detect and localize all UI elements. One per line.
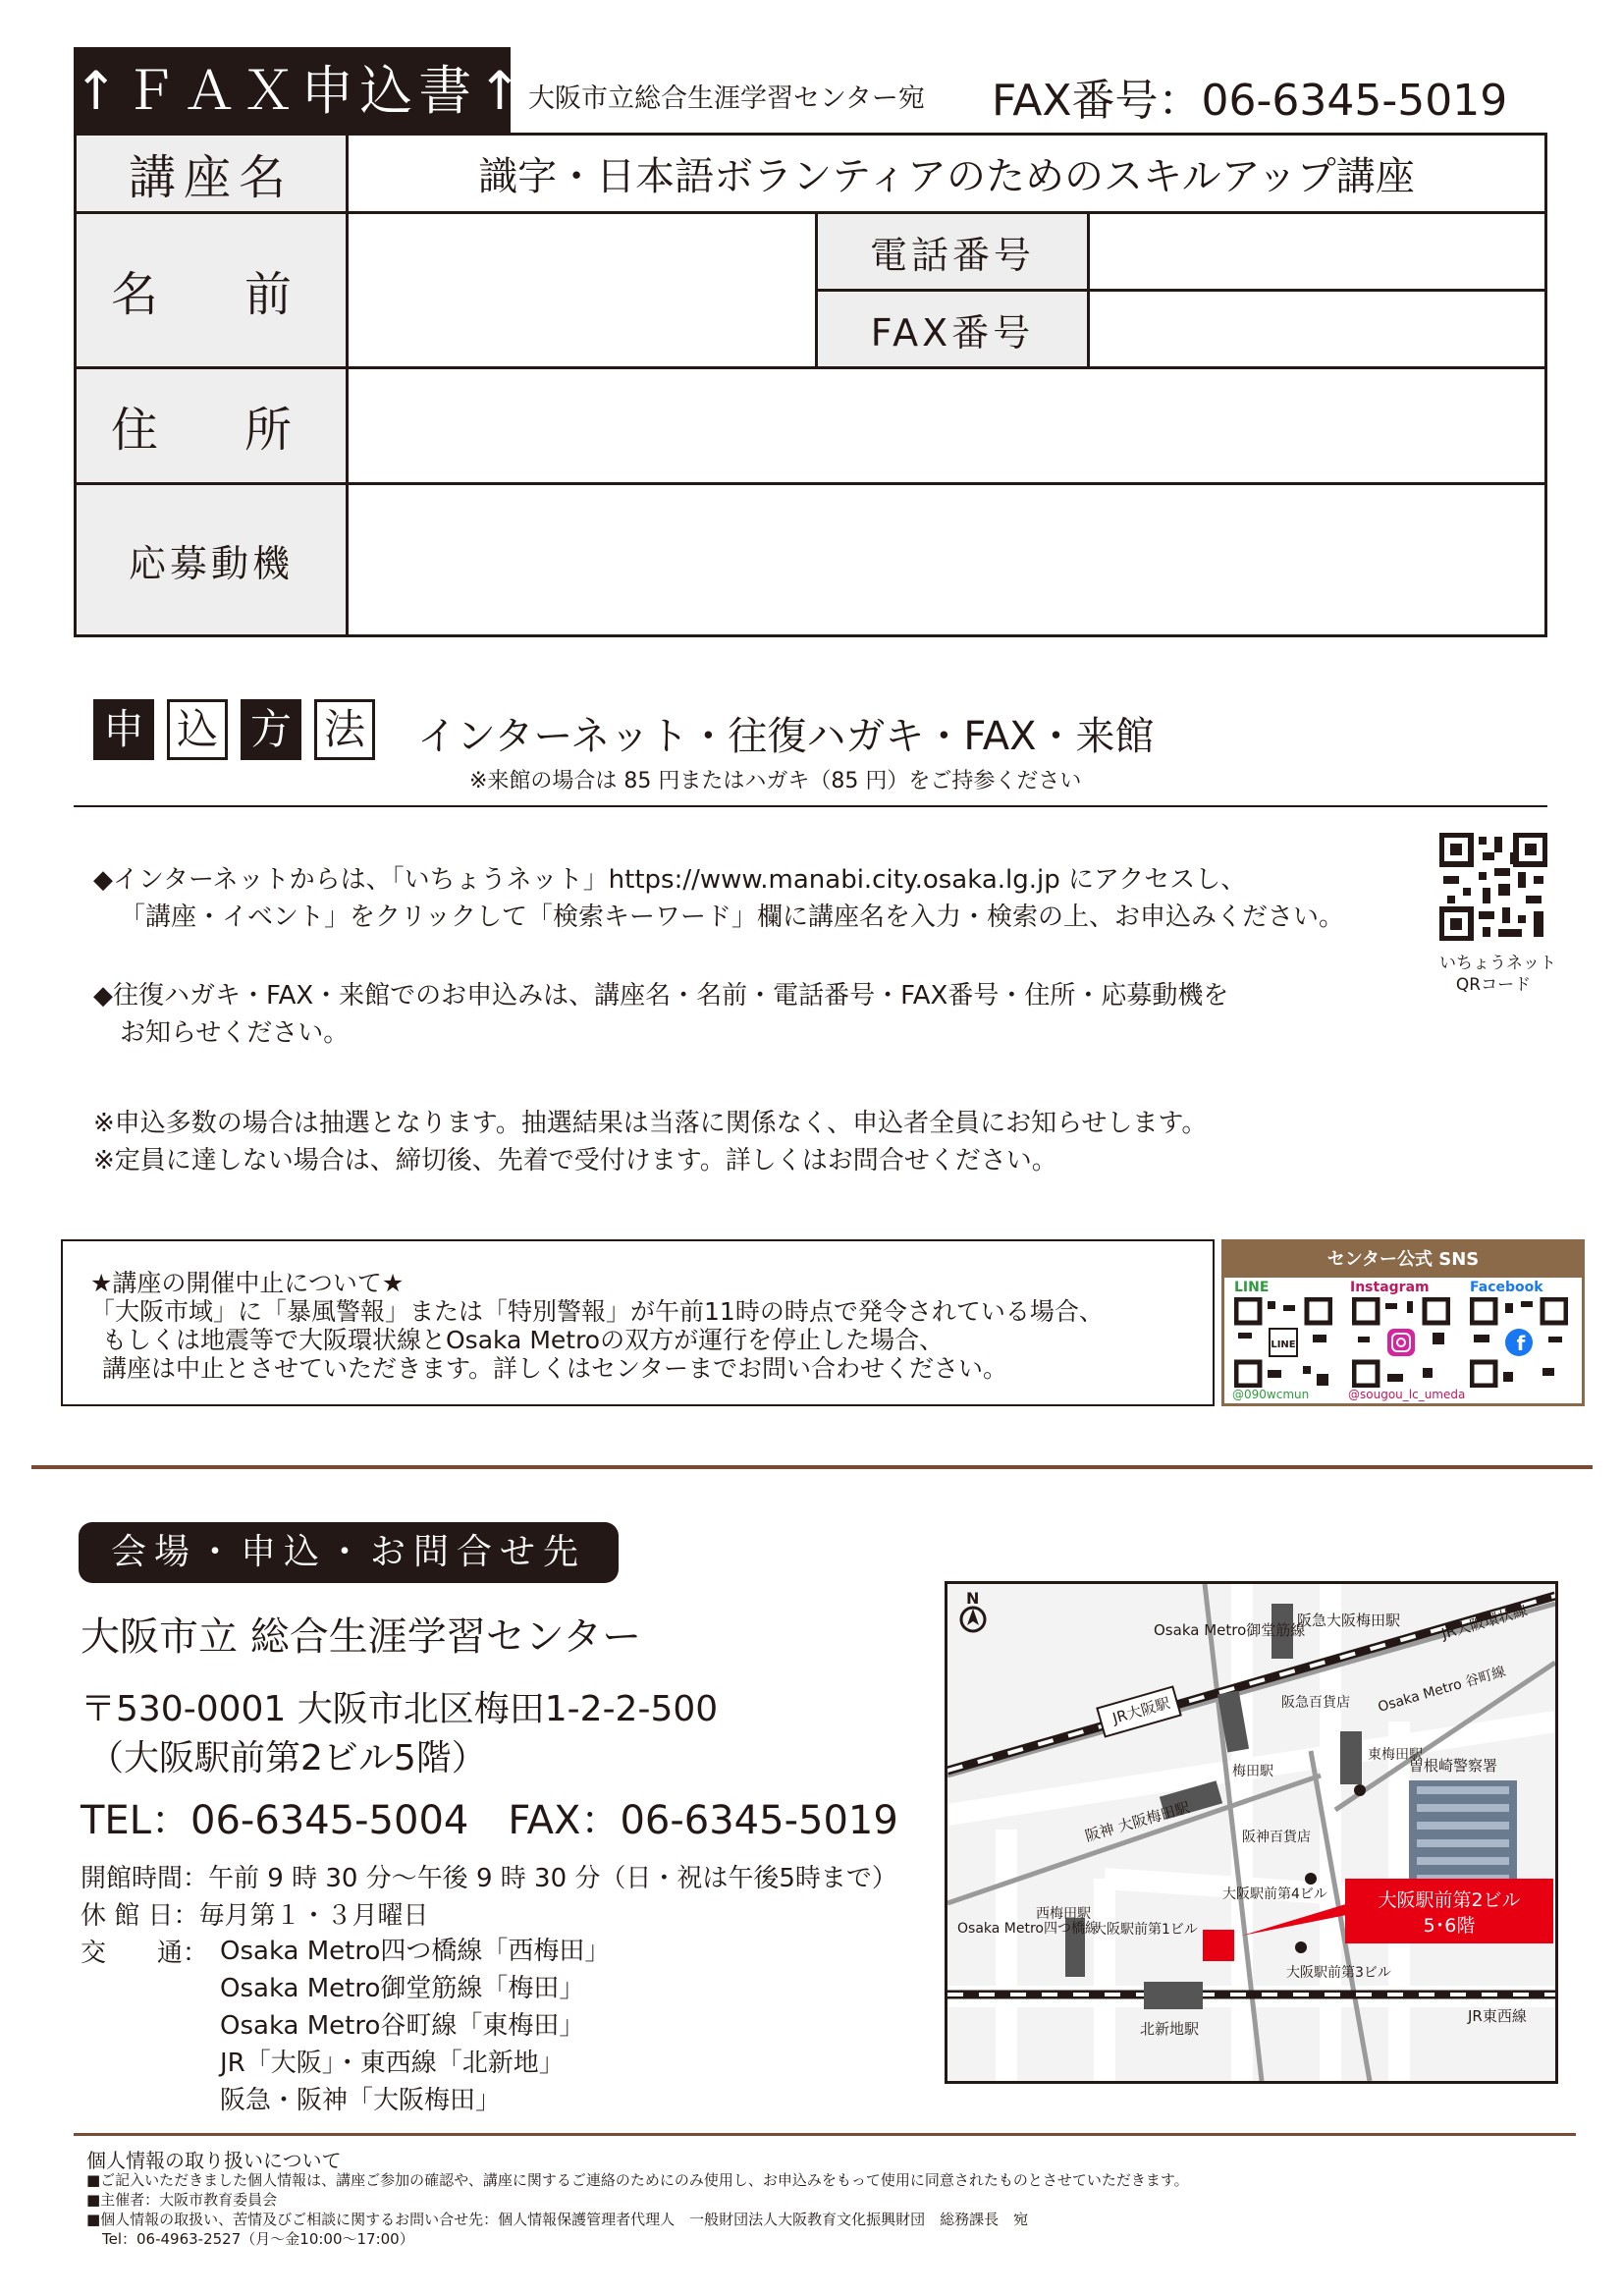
internet-instruction-2: 「講座・イベント」をクリックして「検索キーワード」欄に講座名を入力・検索の上、お申込みください。 <box>120 902 1344 932</box>
closed-days: 休 館 日：毎月第１・３月曜日 <box>81 1901 429 1931</box>
access-item: Osaka Metro御堂筋線「梅田」 <box>220 1974 585 2003</box>
notice-line-1: 「大阪市域」に「暴風警報」または「特別警報」が午前11時の時点で発令されている場合、 <box>90 1297 1104 1326</box>
map-target-building: 大阪駅前第2ビル <box>1378 1889 1521 1911</box>
instagram-label: Instagram <box>1350 1280 1430 1295</box>
line-id: @090wcmun <box>1232 1388 1310 1401</box>
method-char-2: 込 <box>167 699 228 760</box>
map-ekimae4: 大阪駅前第4ビル <box>1222 1886 1327 1902</box>
method-char-3: 方 <box>241 699 301 760</box>
tel-label-cell <box>818 214 1090 292</box>
access-item: 阪急・阪神「大阪梅田」 <box>220 2086 502 2115</box>
instagram-qr-code-icon[interactable] <box>1352 1297 1450 1388</box>
svg-text:f: f <box>1516 1332 1526 1355</box>
venue-badge: 会場・申込・お問合せ先 <box>79 1522 619 1583</box>
venue-name: 大阪市立 総合生涯学習センター <box>81 1614 642 1660</box>
map-hankyu-station: 阪急大阪梅田駅 <box>1297 1612 1401 1629</box>
method-char-4: 法 <box>314 699 375 760</box>
instagram-id: @sougou_lc_umeda <box>1348 1388 1466 1401</box>
fax-form-badge: ↑ＦＡＸ申込書↑ <box>74 47 511 136</box>
tel-label: 電話番号 <box>869 233 1035 277</box>
access-item: Osaka Metro四つ橋線「西梅田」 <box>220 1937 611 1966</box>
method-char-1: 申 <box>93 699 154 760</box>
map-hanshin-dept: 阪神百貨店 <box>1242 1830 1311 1845</box>
privacy-line-2: ■主催者：大阪市教育委員会 <box>86 2191 278 2209</box>
method-underline <box>74 805 1547 807</box>
map-target-floor: 5･6階 <box>1423 1915 1476 1937</box>
method-note: ※来館の場合は 85 円またはハガキ（85 円）をご持参ください <box>469 769 1082 793</box>
access-label: 交 通： <box>81 1939 209 1968</box>
other-instruction-1: ◆往復ハガキ・FAX・来館でのお申込みは、講座名・名前・電話番号・FAX番号・住所・応募動機を <box>93 981 1229 1011</box>
qr-caption-1: いちょうネット <box>1439 954 1556 973</box>
access-list <box>220 1933 610 2119</box>
fax-label-cell <box>818 292 1090 369</box>
notice-line-3: 講座は中止とさせていただきます。詳しくはセンターまでお問い合わせください。 <box>102 1354 1008 1383</box>
map-hankyu-dept: 阪急百貨店 <box>1281 1695 1350 1711</box>
motive-label: 応募動機 <box>128 541 294 585</box>
north-label: N <box>966 1589 980 1608</box>
sns-title: センター公式 SNS <box>1224 1242 1582 1278</box>
map-tanimachi: Osaka Metro 谷町線 <box>1376 1664 1508 1716</box>
sns-box <box>1221 1239 1585 1406</box>
course-value: 識字・日本語ボランティアのためのスキルアップ講座 <box>478 154 1415 199</box>
course-label: 講座名 <box>128 150 294 205</box>
name-input[interactable] <box>349 214 818 369</box>
course-value-cell <box>349 136 1544 214</box>
privacy-line-4: Tel：06-4963-2527（月～金10:00～17:00） <box>102 2230 414 2248</box>
name-label: 名 前 <box>110 267 311 322</box>
notice-line-2: もしくは地震等で大阪環状線とOsaka Metroの双方が運行を停止した場合、 <box>102 1326 945 1354</box>
map-kitashinchi: 北新地駅 <box>1140 2020 1200 2038</box>
map-yotsubashi: Osaka Metro四つ橋線 <box>957 1921 1099 1937</box>
name-label-cell <box>77 214 349 369</box>
address-input[interactable] <box>349 369 1544 485</box>
svg-text:LINE: LINE <box>1271 1339 1296 1350</box>
motive-input[interactable] <box>349 485 1544 634</box>
venue-address: 〒530-0001 大阪市北区梅田1-2-2-500 <box>81 1689 719 1729</box>
access-item: Osaka Metro谷町線「東梅田」 <box>220 2011 585 2041</box>
course-label-cell <box>77 136 349 214</box>
map-higashi-umeda: 東梅田駅 <box>1368 1747 1423 1763</box>
venue-building: （大阪駅前第2ビル5階） <box>88 1738 487 1778</box>
line-qr-code-icon[interactable] <box>1234 1297 1332 1388</box>
map-jr-loop: JR大阪環状線 <box>1439 1601 1530 1643</box>
privacy-title: 個人情報の取り扱いについて <box>86 2149 342 2172</box>
access-item: JR「大阪」・東西線「北新地」 <box>220 2049 565 2078</box>
privacy-line-3: ■個人情報の取扱い、苦情及びご相談に関するお問い合せ先：個人情報保護管理者代理人 一般財団法人大阪教育文化振興財団 総務課長 宛 <box>86 2211 1029 2228</box>
application-form <box>74 133 1547 637</box>
map-umeda: 梅田駅 <box>1232 1764 1273 1779</box>
facebook-label: Facebook <box>1470 1280 1543 1295</box>
method-ways: インターネット・往復ハガキ・FAX・来館 <box>417 714 1155 759</box>
cancellation-notice <box>61 1239 1215 1406</box>
motive-label-cell <box>77 485 349 634</box>
venue-tel-fax: TEL：06-6345-5004 FAX：06-6345-5019 <box>81 1798 898 1843</box>
other-instruction-2: お知らせください。 <box>120 1018 350 1048</box>
access-map <box>945 1581 1558 2084</box>
map-jr-osaka: JR大阪駅 <box>1110 1694 1172 1727</box>
fax-input[interactable] <box>1090 292 1544 369</box>
internet-instruction-1: ◆インターネットからは、「いちょうネット」https://www.manabi.city.osaka.lg.jp にアクセスし、 <box>93 865 1247 895</box>
ichonet-qr-code-icon[interactable] <box>1439 833 1547 941</box>
fax-label: FAX番号 <box>870 310 1035 355</box>
footer-divider <box>74 2133 1576 2136</box>
section-divider <box>31 1465 1593 1469</box>
map-ekimae3: 大阪駅前第3ビル <box>1286 1965 1391 1981</box>
tel-input[interactable] <box>1090 214 1544 292</box>
map-jr-tozai: JR東西線 <box>1468 2007 1527 2025</box>
qr-caption-2: QRコード <box>1455 975 1532 995</box>
map-ekimae1: 大阪駅前第1ビル <box>1093 1922 1198 1938</box>
fax-number: FAX番号：06-6345-5019 <box>992 76 1508 126</box>
notice-title: ★講座の開催中止について★ <box>90 1269 405 1297</box>
privacy-line-1: ■ご記入いただきました個人情報は、講座ご参加の確認や、講座に関するご連絡のためにのみ使用し、お申込みをもって使用に同意されたものとさせていただきます。 <box>86 2171 1189 2189</box>
line-label: LINE <box>1234 1280 1270 1295</box>
map-nishiumeda: 西梅田駅 <box>1036 1906 1091 1922</box>
map-metro-midosuji: Osaka Metro御堂筋線 <box>1154 1621 1306 1639</box>
map-sonezaki: 曽根崎警察署 <box>1409 1757 1498 1775</box>
facebook-qr-code-icon[interactable] <box>1470 1297 1568 1388</box>
opening-hours: 開館時間：午前 9 時 30 分～午後 9 時 30 分（日・祝は午後5時まで） <box>81 1864 897 1893</box>
address-label: 住 所 <box>110 403 311 458</box>
map-hanshin-station: 阪神 大阪梅田駅 <box>1083 1798 1192 1845</box>
recipient: 大阪市立総合生涯学習センター宛 <box>528 83 925 114</box>
capacity-note: ※定員に達しない場合は、締切後、先着で受付けます。詳しくはお問合せください。 <box>93 1146 1057 1175</box>
lottery-note: ※申込多数の場合は抽選となります。抽選結果は当落に関係なく、申込者全員にお知らせします。 <box>93 1109 1208 1138</box>
address-label-cell <box>77 369 349 485</box>
